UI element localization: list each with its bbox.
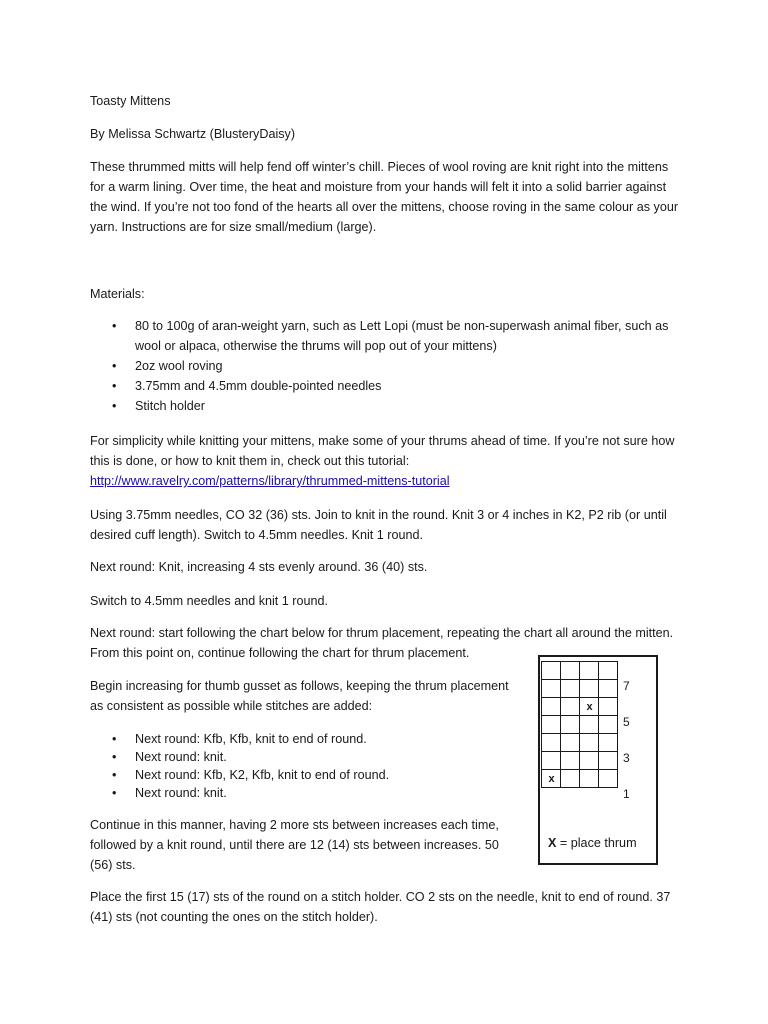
chart-cell: [541, 661, 561, 680]
chart-cell: [560, 733, 580, 752]
materials-list: [90, 316, 680, 416]
switch-needles: Switch to 4.5mm needles and knit 1 round.: [90, 594, 329, 608]
chart-cell: [579, 733, 599, 752]
intro-paragraph: These thrummed mitts will help fend off winter’s chill. Pieces of wool roving are knit right into the mittens for a warm lining. Over time, the heat and moisture from your hands will felt it into a solid barrier against the wind. If you’re not too fond of the hearts all over the mittens, choose roving in the same colour as your yarn. Instructions are for size small/medium (large).: [90, 160, 679, 234]
chart-cell: [560, 679, 580, 698]
list-item: • 2oz wool roving: [90, 356, 680, 376]
list-item: • 80 to 100g of aran-weight yarn, such as Lett Lopi (must be non-superwash animal fiber, such as wool or alpaca, otherwise the thrums will pop out of your mittens): [90, 316, 680, 356]
chart-cell: [598, 715, 618, 734]
legend-symbol: X: [548, 836, 557, 850]
chart-cell: [598, 751, 618, 770]
materials-heading: Materials:: [90, 287, 145, 301]
chart-cell: [541, 751, 561, 770]
chart-cell: x: [541, 769, 561, 788]
chart-row-label: 5: [623, 715, 630, 729]
chart-row-label: 3: [623, 751, 630, 765]
chart-cell: [541, 679, 561, 698]
chart-cell: [579, 715, 599, 734]
chart-cell: [579, 751, 599, 770]
tutorial-link[interactable]: http://www.ravelry.com/patterns/library/thrummed-mittens-tutorial: [90, 474, 450, 488]
list-item: • Stitch holder: [90, 396, 680, 416]
list-item: • Next round: knit.: [90, 784, 520, 802]
chart-cell: [560, 661, 580, 680]
continue-instructions: Continue in this manner, having 2 more sts between increases each time, followed by a knit round, until there are 12 (14) sts between increases. 50 (56) sts.: [90, 818, 499, 872]
chart-cell: [579, 661, 599, 680]
document-title: Toasty Mittens: [90, 94, 171, 108]
chart-legend: [548, 836, 637, 850]
list-item: • 3.75mm and 4.5mm double-pointed needles: [90, 376, 680, 396]
chart-cell: [560, 769, 580, 788]
list-item: • Next round: knit.: [90, 748, 520, 766]
thrum-note-text: For simplicity while knitting your mittens, make some of your thrums ahead of time. If you’re not sure how this is done, or how to knit them in, check out this tutorial:: [90, 434, 675, 468]
increase-round: Next round: Knit, increasing 4 sts evenly around. 36 (40) sts.: [90, 560, 428, 574]
chart-cell: [560, 697, 580, 716]
gusset-intro: Begin increasing for thumb gusset as follows, keeping the thrum placement as consistent as possible while stitches are added:: [90, 679, 509, 713]
chart-cell: [598, 769, 618, 788]
thrum-note: [90, 431, 680, 491]
list-item: • Next round: Kfb, K2, Kfb, knit to end of round.: [90, 766, 520, 784]
byline: By Melissa Schwartz (BlusteryDaisy): [90, 127, 296, 141]
chart-cell: [560, 715, 580, 734]
chart-cell: [541, 733, 561, 752]
chart-cell: [598, 733, 618, 752]
chart-instructions: Next round: start following the chart below for thrum placement, repeating the chart all around the mitten. From this point on, continue following the chart for thrum placement.: [90, 626, 674, 660]
chart-cell: [541, 715, 561, 734]
chart-cell: [541, 697, 561, 716]
legend-text: = place thrum: [556, 836, 637, 850]
chart-cell: [598, 661, 618, 680]
gusset-steps: [90, 730, 520, 802]
list-item: • Next round: Kfb, Kfb, knit to end of round.: [90, 730, 520, 748]
chart-cell: [598, 697, 618, 716]
chart-row-label: 7: [623, 679, 630, 693]
chart-cell: [579, 679, 599, 698]
stitch-holder-instructions: Place the first 15 (17) sts of the round on a stitch holder. CO 2 sts on the needle, knit to end of round. 37 (41) sts (not counting the ones on the stitch holder).: [90, 890, 671, 924]
cuff-instructions: Using 3.75mm needles, CO 32 (36) sts. Join to knit in the round. Knit 3 or 4 inches in K2, P2 rib (or until desired cuff length). Switch to 4.5mm needles. Knit 1 round.: [90, 508, 667, 542]
chart-cell: [598, 679, 618, 698]
chart-cell: x: [579, 697, 599, 716]
chart-cell: [579, 769, 599, 788]
chart-row-label: 1: [623, 787, 630, 801]
chart-cell: [560, 751, 580, 770]
